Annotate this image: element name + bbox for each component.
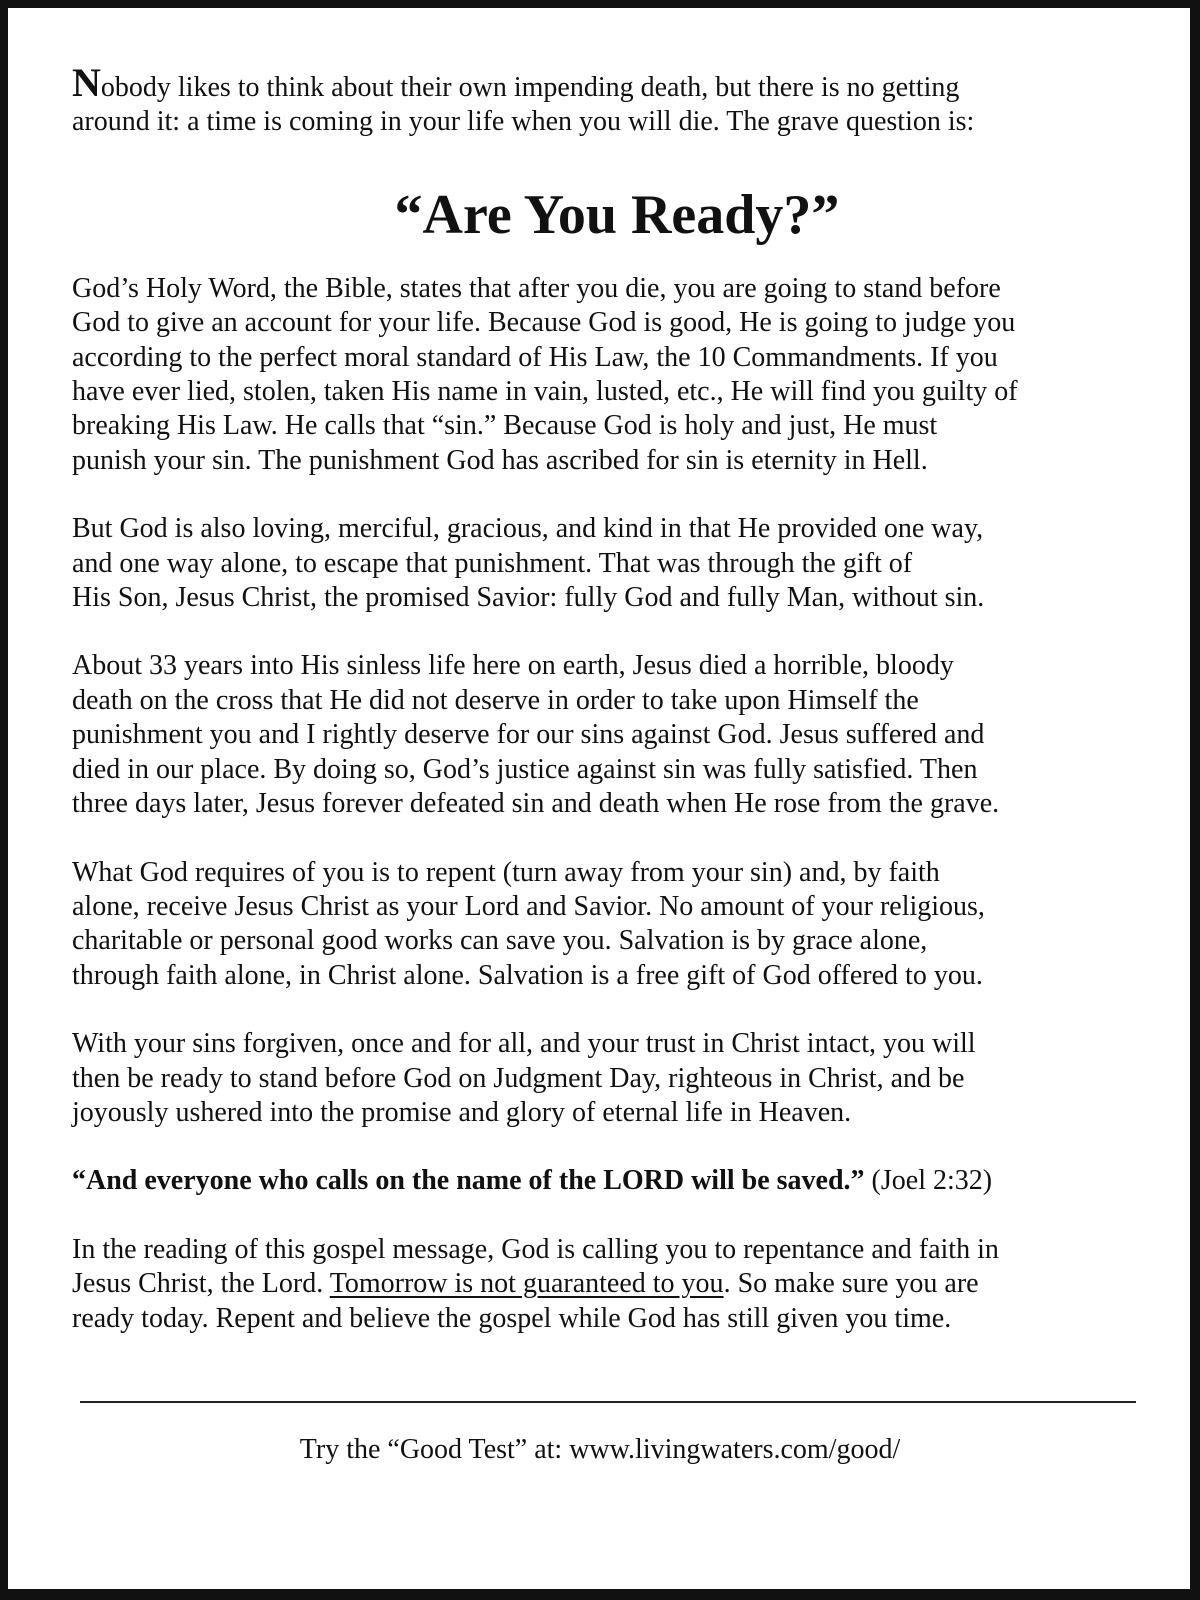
text-line: With your sins forgiven, once and for all, and your trust in Christ intact, you will bbox=[72, 1028, 976, 1060]
text-line: died in our place. By doing so, God’s justice against sin was fully satisfied. Then bbox=[72, 753, 978, 785]
text-line: ready today. Repent and believe the gospel while God has still given you time. bbox=[72, 1302, 952, 1334]
text-line: and one way alone, to escape that punishment. That was through the gift of bbox=[72, 547, 913, 579]
text-line: punishment you and I rightly deserve for our sins against God. Jesus suffered and bbox=[72, 719, 985, 751]
text-line: God’s Holy Word, the Bible, states that after you die, you are going to stand before bbox=[72, 272, 1001, 304]
paragraph-cross bbox=[72, 649, 1162, 821]
text-line: joyously ushered into the promise and glory of eternal life in Heaven. bbox=[72, 1096, 852, 1128]
text-line: have ever lied, stolen, taken His name in vain, lusted, etc., He will find you guilty of bbox=[72, 376, 1018, 408]
paragraph-judgment bbox=[72, 272, 1162, 478]
footer-good-test: Try the “Good Test” at: www.livingwaters.com/good/ bbox=[299, 1434, 901, 1465]
headline: “Are You Ready?” bbox=[394, 183, 840, 246]
text-line: About 33 years into His sinless life here on earth, Jesus died a horrible, bloody bbox=[72, 650, 954, 682]
text-line: through faith alone, in Christ alone. Salvation is a free gift of God offered to you. bbox=[72, 959, 983, 991]
paragraph-gift bbox=[72, 512, 1162, 615]
verse-quote: “And everyone who calls on the name of the LORD will be saved.” bbox=[72, 1165, 865, 1197]
text-line: breaking His Law. He calls that “sin.” Because God is holy and just, He must bbox=[72, 410, 938, 442]
intro-paragraph bbox=[72, 60, 1162, 140]
text-line: What God requires of you is to repent (turn away from your sin) and, by faith bbox=[72, 856, 940, 888]
drop-cap: N bbox=[72, 60, 101, 105]
intro-line-1-text: obody likes to think about their own impending death, but there is no getting bbox=[100, 72, 960, 103]
closing-line-2 bbox=[72, 1267, 1162, 1301]
closing-paragraph bbox=[72, 1233, 1162, 1336]
verse-paragraph bbox=[72, 1164, 1162, 1198]
tract-content bbox=[72, 60, 1162, 1336]
text-line: His Son, Jesus Christ, the promised Savior: fully God and fully Man, without sin. bbox=[72, 582, 985, 614]
text-line: three days later, Jesus forever defeated sin and death when He rose from the grave. bbox=[72, 788, 1000, 820]
text-line: God to give an account for your life. Because God is good, He is going to judge you bbox=[72, 307, 1016, 339]
intro-line-1 bbox=[72, 60, 1162, 105]
paragraph-forgiven bbox=[72, 1027, 1162, 1130]
text-line: punish your sin. The punishment God has ascribed for sin is eternity in Hell. bbox=[72, 444, 928, 476]
closing-line-2-after: . So make sure you are bbox=[723, 1268, 979, 1300]
text-line: But God is also loving, merciful, gracious, and kind in that He provided one way, bbox=[72, 513, 984, 545]
text-line: then be ready to stand before God on Judgment Day, righteous in Christ, and be bbox=[72, 1062, 965, 1094]
text-line: death on the cross that He did not deserve in order to take upon Himself the bbox=[72, 684, 919, 716]
divider-rule bbox=[80, 1401, 1136, 1403]
text-line: charitable or personal good works can save you. Salvation is by grace alone, bbox=[72, 925, 928, 957]
text-line: according to the perfect moral standard of His Law, the 10 Commandments. If you bbox=[72, 341, 998, 373]
paragraph-repent bbox=[72, 856, 1162, 994]
verse-line bbox=[72, 1164, 1162, 1198]
text-line: In the reading of this gospel message, God is calling you to repentance and faith in bbox=[72, 1233, 999, 1265]
intro-line-2: around it: a time is coming in your life when you will die. The grave question is: bbox=[72, 106, 975, 138]
closing-line-2-before: Jesus Christ, the Lord. bbox=[72, 1268, 330, 1300]
text-line: alone, receive Jesus Christ as your Lord and Savior. No amount of your religious, bbox=[72, 890, 985, 922]
underlined-warning: Tomorrow is not guaranteed to you bbox=[329, 1268, 724, 1300]
verse-reference: (Joel 2:32) bbox=[864, 1165, 993, 1197]
